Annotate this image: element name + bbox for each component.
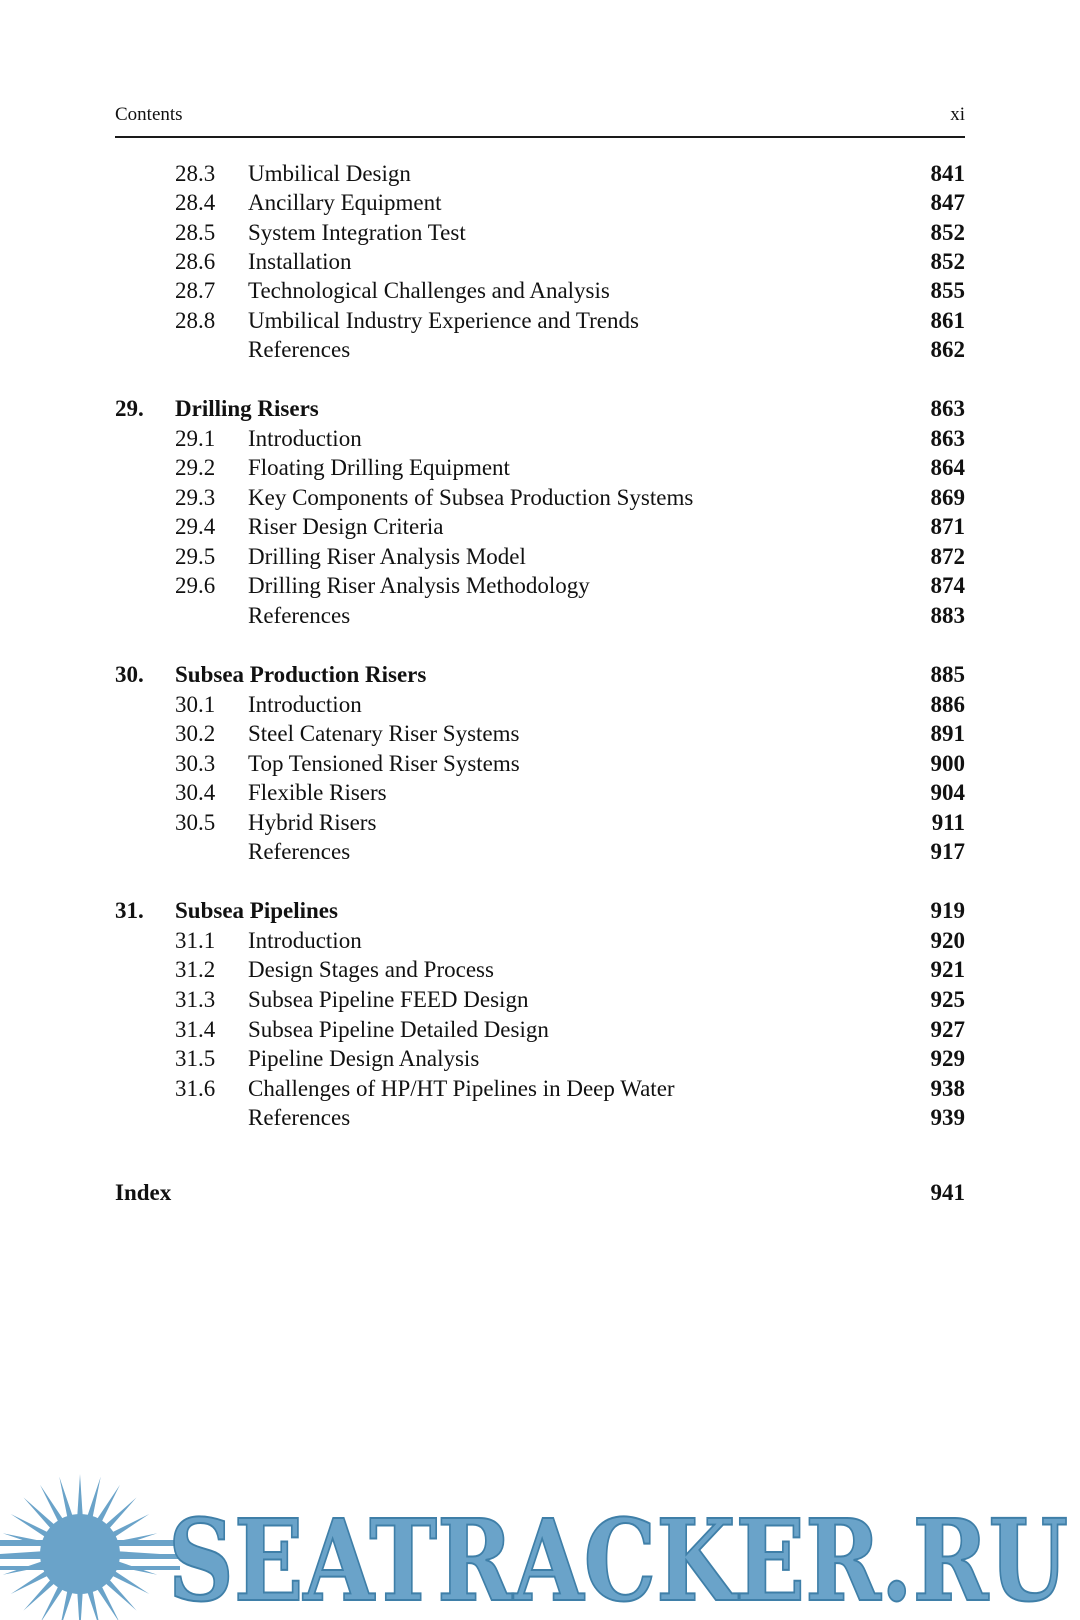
running-header (115, 102, 965, 138)
watermark-text: SEATRACKER.RU (168, 1496, 1068, 1620)
seatracker-watermark (0, 1462, 1080, 1620)
toc-references[interactable] (115, 837, 965, 867)
toc-entry[interactable] (115, 719, 965, 749)
chapter-title: Subsea Production Risers (175, 662, 427, 687)
toc-references[interactable] (115, 601, 965, 631)
page-number: 869 (930, 485, 965, 510)
toc-entry[interactable] (115, 276, 965, 306)
references-title: References (248, 1105, 351, 1130)
page-number: 920 (930, 928, 965, 953)
section-title: Subsea Pipeline Detailed Design (248, 1017, 549, 1042)
sun-burst-icon (0, 1474, 180, 1620)
section-number: 28.5 (175, 220, 216, 245)
page-number: 863 (930, 396, 965, 421)
toc-entry[interactable] (115, 453, 965, 483)
toc-entry[interactable] (115, 1015, 965, 1045)
toc-entry[interactable] (115, 159, 965, 189)
page-number: 939 (930, 1105, 965, 1130)
page-number: 874 (930, 573, 965, 598)
references-title: References (248, 603, 351, 628)
toc-references[interactable] (115, 335, 965, 365)
toc-entry[interactable] (115, 926, 965, 956)
section-number: 29.5 (175, 544, 216, 569)
section-title: Subsea Pipeline FEED Design (248, 987, 529, 1012)
section-title: System Integration Test (248, 220, 466, 245)
page-number: 886 (930, 692, 965, 717)
section-title: Installation (248, 249, 352, 274)
section-number: 31.1 (175, 928, 216, 953)
toc-entry[interactable] (115, 218, 965, 248)
section-title: Challenges of HP/HT Pipelines in Deep Water (248, 1076, 675, 1101)
section-number: 28.4 (175, 190, 216, 215)
toc-index[interactable] (115, 1178, 965, 1208)
section-title: Introduction (248, 928, 362, 953)
section-number: 31.3 (175, 987, 216, 1012)
toc-chapter-31[interactable] (115, 896, 965, 926)
toc-entry[interactable] (115, 542, 965, 572)
page-number: 885 (930, 662, 965, 687)
page-number: 891 (930, 721, 965, 746)
page-number: 900 (930, 751, 965, 776)
page-number: 852 (930, 220, 965, 245)
section-number: 30.3 (175, 751, 216, 776)
section-number: 29.3 (175, 485, 216, 510)
section-number: 28.7 (175, 278, 216, 303)
toc-entry[interactable] (115, 749, 965, 779)
toc-entry[interactable] (115, 1044, 965, 1074)
page-number: 904 (930, 780, 965, 805)
page-number: 852 (930, 249, 965, 274)
index-title: Index (115, 1180, 172, 1205)
toc-entry[interactable] (115, 571, 965, 601)
page-number: 855 (930, 278, 965, 303)
chapter-title: Drilling Risers (175, 396, 319, 421)
page-number: 938 (930, 1076, 965, 1101)
toc-entry[interactable] (115, 1074, 965, 1104)
toc-entry[interactable] (115, 985, 965, 1015)
toc-entry[interactable] (115, 306, 965, 336)
page-number: 872 (930, 544, 965, 569)
toc-entry[interactable] (115, 808, 965, 838)
section-number: 30.5 (175, 810, 216, 835)
page-number: 917 (930, 839, 965, 864)
section-title: Riser Design Criteria (248, 514, 444, 539)
page-number: 919 (930, 898, 965, 923)
section-number: 28.6 (175, 249, 216, 274)
section-number: 30.1 (175, 692, 216, 717)
header-page-number: xi (950, 104, 965, 125)
page-number: 861 (930, 308, 965, 333)
toc-entry[interactable] (115, 512, 965, 542)
section-title: Introduction (248, 426, 362, 451)
toc-entry[interactable] (115, 247, 965, 277)
toc-chapter-29[interactable] (115, 394, 965, 424)
section-number: 29.6 (175, 573, 216, 598)
section-number: 29.4 (175, 514, 216, 539)
section-title: Steel Catenary Riser Systems (248, 721, 520, 746)
header-section-title: Contents (115, 104, 183, 125)
toc-entry[interactable] (115, 188, 965, 218)
section-title: Hybrid Risers (248, 810, 377, 835)
toc-entry[interactable] (115, 483, 965, 513)
toc-entry[interactable] (115, 778, 965, 808)
page-number: 925 (930, 987, 965, 1012)
section-number: 28.3 (175, 161, 216, 186)
page-number: 941 (930, 1180, 965, 1205)
toc-entry[interactable] (115, 424, 965, 454)
section-title: Umbilical Industry Experience and Trends (248, 308, 639, 333)
toc-entry[interactable] (115, 690, 965, 720)
section-title: Floating Drilling Equipment (248, 455, 510, 480)
page-number: 911 (931, 810, 965, 835)
section-title: Drilling Riser Analysis Model (248, 544, 526, 569)
page-number: 883 (930, 603, 965, 628)
toc-chapter-30[interactable] (115, 660, 965, 690)
toc-references[interactable] (115, 1103, 965, 1133)
page-number: 847 (930, 190, 965, 215)
section-number: 31.4 (175, 1017, 216, 1042)
page-number: 921 (930, 957, 965, 982)
chapter-number: 30. (115, 662, 144, 687)
section-number: 29.1 (175, 426, 216, 451)
section-number: 29.2 (175, 455, 216, 480)
section-title: Ancillary Equipment (248, 190, 442, 215)
section-number: 30.2 (175, 721, 216, 746)
section-number: 28.8 (175, 308, 216, 333)
section-number: 31.2 (175, 957, 216, 982)
chapter-number: 31. (115, 898, 144, 923)
page-number: 862 (930, 337, 965, 362)
section-number: 31.5 (175, 1046, 216, 1071)
section-title: Introduction (248, 692, 362, 717)
references-title: References (248, 839, 351, 864)
page-number: 864 (930, 455, 965, 480)
section-title: Pipeline Design Analysis (248, 1046, 480, 1071)
section-title: Design Stages and Process (248, 957, 494, 982)
toc-entry[interactable] (115, 955, 965, 985)
section-title: Umbilical Design (248, 161, 411, 186)
section-title: Key Components of Subsea Production Systems (248, 485, 694, 510)
page-number: 871 (930, 514, 965, 539)
section-title: Technological Challenges and Analysis (248, 278, 610, 303)
section-title: Drilling Riser Analysis Methodology (248, 573, 590, 598)
references-title: References (248, 337, 351, 362)
page-number: 929 (930, 1046, 965, 1071)
page-number: 841 (930, 161, 965, 186)
chapter-title: Subsea Pipelines (175, 898, 338, 923)
section-number: 30.4 (175, 780, 216, 805)
page-number: 927 (930, 1017, 965, 1042)
section-title: Top Tensioned Riser Systems (248, 751, 520, 776)
section-title: Flexible Risers (248, 780, 387, 805)
page-number: 863 (930, 426, 965, 451)
section-number: 31.6 (175, 1076, 216, 1101)
chapter-number: 29. (115, 396, 144, 421)
